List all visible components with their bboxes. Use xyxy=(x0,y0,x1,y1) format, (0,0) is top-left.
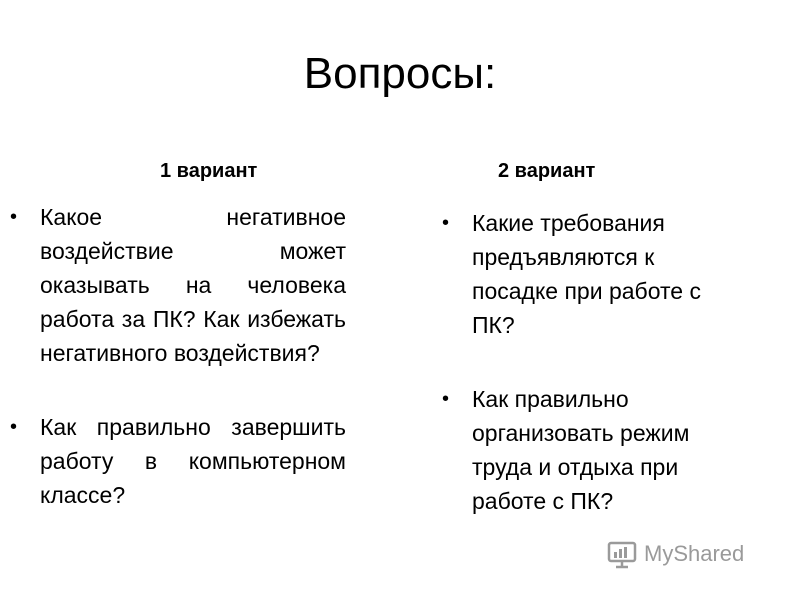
variant-2-questions xyxy=(442,206,742,518)
watermark-text: MyShared xyxy=(644,541,745,566)
variant-2-heading: 2 вариант xyxy=(498,160,596,182)
variant-1-questions xyxy=(10,200,346,512)
question-item: • Как правильно организовать режим труда и отдыха при работе с ПК? xyxy=(442,382,742,518)
question-item: • Как правильно завершить работу в компьютерном классе? xyxy=(10,410,346,512)
myshared-logo-icon xyxy=(606,537,640,571)
watermark xyxy=(606,536,766,572)
slide-title: Вопросы: xyxy=(303,49,497,98)
question-item: • Какие требования предъявляются к посадке при работе с ПК? xyxy=(442,206,742,342)
question-item: • Какое негативное воздействие может оказывать на человека работа за ПК? Как избежать негативного воздействия? xyxy=(10,200,346,370)
variant-1-heading: 1 вариант xyxy=(160,160,258,182)
